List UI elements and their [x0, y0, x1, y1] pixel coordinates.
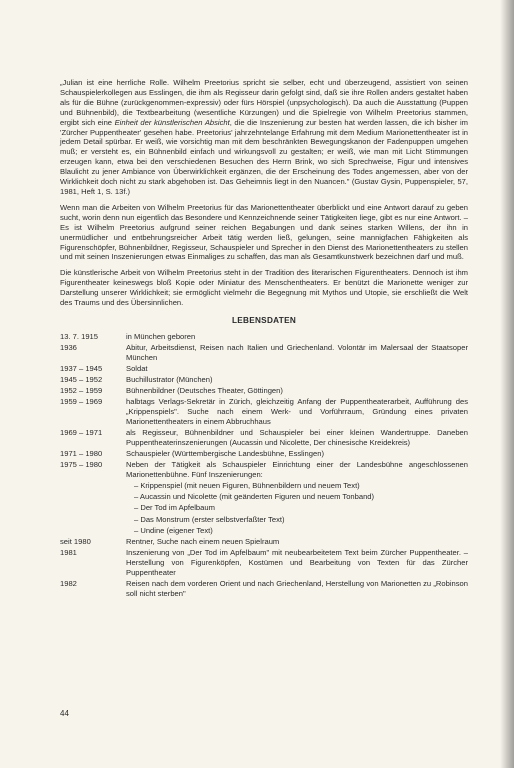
page-edge-shadow [500, 0, 514, 768]
paragraph-text: „Julian ist eine herrliche Rolle. Wilhelm Preetorius spricht sie selber, echt und überzeugend, assistiert von seinen Schauspielerkollegen aus Esslingen, die ihm als Regisseur darin gefolgt sind, daß sie ihre Rollen anders gestaltet haben als für die Bühne (zurückgenommen-expressiv) oder fürs Hörspiel (unpsychologisch). Da auch die Ausstattung (Puppen und Bühnenbild), die Textbearbeitung (wesentliche Kürzungen) und die Spielregie von Wilhelm Preetorius stammen, ergibt sich eine [60, 78, 468, 127]
biography-entry: Rentner, Suche nach einem neuen Spielraum [126, 536, 280, 546]
biography-date [60, 503, 126, 513]
biography-entry: Schauspieler (Württembergische Landesbühne, Esslingen) [126, 449, 324, 459]
biography-date: 1981 [60, 547, 77, 557]
biography-row [60, 503, 468, 513]
biography-table [60, 332, 468, 599]
section-heading: LEBENSDATEN [231, 315, 297, 325]
biography-date [60, 515, 126, 525]
biography-date [60, 481, 126, 491]
biography-row [60, 526, 468, 536]
biography-date [60, 526, 126, 536]
biography-row [60, 386, 468, 396]
production-item: – Das Monstrum (erster selbstverfaßter Text) [134, 514, 285, 524]
biography-row [60, 332, 468, 342]
biography-date: 1975 – 1980 [60, 460, 103, 470]
production-item: – Der Tod im Apfelbaum [134, 503, 215, 513]
paragraph [60, 268, 468, 308]
biography-date [60, 492, 126, 502]
body-text [60, 78, 468, 308]
paragraph-text: Die künstlerische Arbeit von Wilhelm Preetorius steht in der Tradition des literarischen Figurentheaters. Dennoch ist ihm Figurentheater keineswegs bloß Kopie oder Miniatur des Menschentheaters. Er benützt die Marionette weniger zur Darstellung unserer Wirklichkeit; sie ermöglicht vielmehr die Begegnung mit Mythos und Utopie, sie erschließt die Welt des Traums und des Übersinnlichen. [60, 268, 468, 308]
biography-entry: als Regisseur, Bühnenbildner und Schauspieler bei einer kleinen Wandertruppe. Daneben Puppentheaterinszenierungen (Aucassin und Nicolette, Der chinesische Kreidekreis) [126, 428, 468, 448]
biography-entry: Reisen nach dem vorderen Orient und nach Griechenland, Herstellung von Marionetten zu „Robinson soll nicht sterben" [126, 578, 468, 598]
biography-entry: Inszenierung von „Der Tod im Apfelbaum" mit neubearbeitetem Text beim Zürcher Puppentheater. – Herstellung von Figurenköpfen, Kostümen und Bearbeitung von Texten für das Zürcher Puppentheater [126, 547, 468, 577]
production-item: – Undine (eigener Text) [134, 525, 213, 535]
biography-row [60, 428, 468, 448]
paragraph [60, 78, 468, 197]
biography-row [60, 460, 468, 480]
biography-entry: Bühnenbildner (Deutsches Theater, Göttingen) [126, 386, 283, 396]
biography-row [60, 397, 468, 427]
biography-row [60, 449, 468, 459]
biography-date: 1959 – 1969 [60, 397, 103, 407]
biography-entry: in München geboren [126, 331, 196, 341]
paragraph [60, 203, 468, 262]
biography-row [60, 548, 468, 578]
biography-entry: Buchillustrator (München) [126, 375, 213, 385]
production-item: – Krippenspiel (mit neuen Figuren, Bühnenbildern und neuem Text) [134, 481, 360, 491]
biography-date: 1982 [60, 578, 77, 588]
biography-date: 1936 [60, 342, 77, 352]
paragraph-text: Wenn man die Arbeiten von Wilhelm Preetorius für das Marionettentheater überblickt und eine Antwort darauf zu geben sucht, worin denn nun eigentlich das Besondere und Kennzeichnende seiner Tätigkeiten liege, gibt es nur eine Antwort. – Es ist Wilhelm Preetorius aufgrund seiner reichen Begabungen und dank seines starken Willens, der ihn in unermüdlicher und entbehrungsreicher Arbeit tätig werden ließ, gelungen, seine mannigfachen Fähigkeiten als Figurenschöpfer, Bühnenbildner, Regisseur, Schauspieler und Sprecher in den Dienst des Marionettentheaters zu stellen und mit seinen Inszenierungen etwas Einmaliges zu schaffen, das man als Gesamtkunstwerk bezeichnen darf und muß. [60, 202, 468, 262]
biography-date: 13. 7. 1915 [60, 331, 99, 341]
emphasis-text: Einheit der künstlerischen Absicht [114, 117, 230, 127]
biography-row [60, 579, 468, 599]
biography-row [60, 492, 468, 502]
document-page [60, 78, 468, 600]
biography-entry: Soldat [126, 363, 148, 373]
biography-date: 1969 – 1971 [60, 428, 103, 438]
biography-date: seit 1980 [60, 536, 91, 546]
biography-row [60, 515, 468, 525]
biography-row [60, 481, 468, 491]
paragraph-text: , die die Inszenierung zur besten hat werden lassen, die ich bisher im 'Zürcher Puppentheater' gesehen habe. Preetorius' jahrzehntelange Erfahrung mit dem Medium Marionettentheater ist in jedem Detail spürbar. Er weiß, wie vorsichtig man mit dem beschränkten Bewegungskanon der Fadenpuppen umgehen muß; er versteht es, ein Bühnenbild einfach und wirkungsvoll zu gestalten; er weiß, wie man mit Licht Stimmungen erzeugen kann, etwa bei den verschiedenen Besuchen des Herrn Brink, wo sich Sprechweise, Figur und intensives Blaulicht zu jener Ambiance von Überwirklichkeit ergänzen, die der Erscheinung des Todes angemessen, aber von der Wirklichkeit doch nicht zu stark abgehoben ist. Das Geheimnis liegt in den Nuancen." (Gustav Gysin, Puppenspieler, 57, 1981, Heft 1, S. 13f.) [60, 117, 468, 196]
biography-row [60, 537, 468, 547]
biography-row [60, 364, 468, 374]
biography-entry: halbtags Verlags-Sekretär in Zürich, gleichzeitig Anfang der Puppentheaterarbeit, Aufführung des „Krippenspiels". Suche nach einem Werk- und Vorführraum, Gründung eines privaten Marionettentheaters in einem Abbruchhaus [126, 397, 468, 427]
production-item: – Aucassin und Nicolette (mit geänderten Figuren und neuem Tonband) [134, 492, 375, 502]
biography-entry: Abitur, Arbeitsdienst, Reisen nach Italien und Griechenland. Volontär im Malersaal der Staatsoper München [126, 342, 468, 362]
biography-date: 1937 – 1945 [60, 363, 103, 373]
biography-date: 1945 – 1952 [60, 375, 103, 385]
biography-entry: Neben der Tätigkeit als Schauspieler Einrichtung einer der Landesbühne angeschlossenen Marionettenbühne. Fünf Inszenierungen: [126, 460, 468, 480]
biography-date: 1952 – 1959 [60, 386, 103, 396]
biography-date: 1971 – 1980 [60, 449, 103, 459]
page-number: 44 [60, 709, 69, 718]
biography-row [60, 343, 468, 363]
biography-row [60, 375, 468, 385]
